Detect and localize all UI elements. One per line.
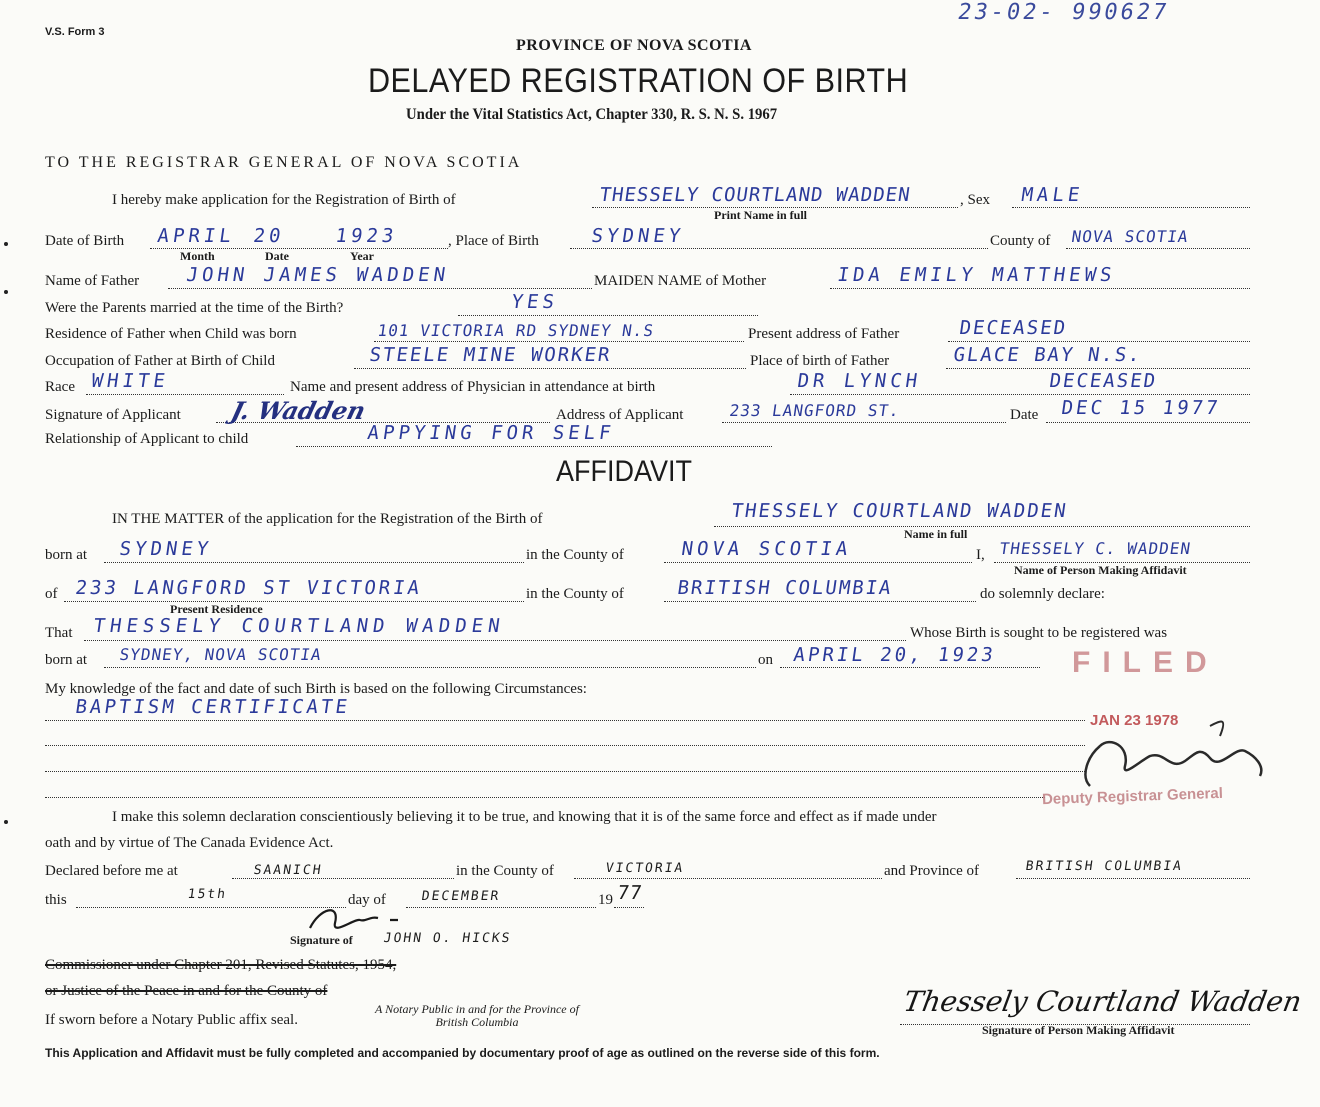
filed-stamp: FILED xyxy=(1072,646,1219,679)
commissioner-signature-label: Signature of xyxy=(290,933,353,947)
father-birthplace-line xyxy=(946,368,1250,369)
present-address-label: Present address of Father xyxy=(748,326,900,342)
occupation-value: STEELE MINE WORKER xyxy=(368,344,613,366)
present-address-line xyxy=(948,341,1250,342)
in-county-label: in the County of xyxy=(526,547,624,563)
sex-line xyxy=(1012,207,1250,208)
declared-at-value: SAANICH xyxy=(252,863,324,878)
reference-number: 23-02- 990627 xyxy=(955,0,1172,25)
child-name-value: THESSELY COURTLAND WADDEN xyxy=(598,184,913,206)
year-hint: Year xyxy=(350,249,374,263)
residence-county-value: BRITISH COLUMBIA xyxy=(676,577,895,599)
circumstances-line-1 xyxy=(45,720,1085,721)
day-of-label: day of xyxy=(348,892,386,908)
date-label: Date xyxy=(1010,407,1039,423)
pob-label: , Place of Birth xyxy=(448,233,539,249)
in-county-label: in the County of xyxy=(526,586,624,602)
circumstances-line-3 xyxy=(45,771,1085,772)
declared-province-value: BRITISH COLUMBIA xyxy=(1024,859,1184,874)
knowledge-label: My knowledge of the fact and date of such Birth is based on the following Circumstances: xyxy=(45,681,587,697)
physician-line xyxy=(790,394,1250,395)
month-hint: Month xyxy=(180,249,215,263)
relationship-line xyxy=(296,446,772,447)
of-label: of xyxy=(45,586,58,602)
sex-label: , Sex xyxy=(960,192,990,208)
solemn-declaration-line-2: oath and by virtue of The Canada Evidence Act. xyxy=(45,835,334,851)
commissioner-name: JOHN O. HICKS xyxy=(382,931,513,946)
registrar-role-stamp: Deputy Registrar General xyxy=(1041,784,1224,809)
race-label: Race xyxy=(45,379,75,395)
physician-address-value: DECEASED xyxy=(1048,370,1159,392)
date-line xyxy=(1046,422,1250,423)
that-name-value: THESSELY COURTLAND WADDEN xyxy=(92,615,507,637)
physician-value: DR LYNCH xyxy=(796,370,923,392)
that-label: That xyxy=(45,625,73,641)
born-at2-label: born at xyxy=(45,652,88,668)
applicant-address-label: Address of Applicant xyxy=(556,407,684,423)
declarant-signature: Thessely Courtland Wadden xyxy=(901,985,1305,1018)
mother-value: IDA EMILY MATTHEWS xyxy=(836,264,1117,286)
form-number: V.S. Form 3 xyxy=(45,26,105,38)
circumstances-line-4 xyxy=(45,797,1045,798)
county-value: NOVA SCOTIA xyxy=(1070,227,1190,246)
signature-label: Signature of Applicant xyxy=(45,407,181,423)
year-suffix-value: 77 xyxy=(616,882,644,904)
dob-label: Date of Birth xyxy=(45,233,125,249)
commissioner-line: Commissioner under Chapter 201, Revised Statutes, 1954, xyxy=(45,957,397,973)
on-line xyxy=(780,667,1040,668)
father-birthplace-value: GLACE BAY N.S. xyxy=(952,344,1144,366)
occupation-line xyxy=(354,368,746,369)
solemn-declaration-line-1: I make this solemn declaration conscientiously believing it to be true, and knowing that it is of the same force and effect as if made under xyxy=(112,809,937,825)
occupation-label: Occupation of Father at Birth of Child xyxy=(45,353,275,369)
footer-note: This Application and Affidavit must be fully completed and accompanied by documentary proof of age as outlined on the reverse side of this form. xyxy=(45,1046,880,1060)
father-label: Name of Father xyxy=(45,273,140,289)
i-label: I, xyxy=(976,547,985,563)
mother-label: MAIDEN NAME of Mother xyxy=(594,273,767,289)
page-subtitle: Under the Vital Statistics Act, Chapter 330, R. S. N. S. 1967 xyxy=(406,106,778,123)
county-label: County of xyxy=(990,233,1051,249)
residence-county-line xyxy=(664,601,976,602)
relationship-label: Relationship of Applicant to child xyxy=(45,431,249,447)
residence-label: Residence of Father when Child was born xyxy=(45,326,297,342)
married-line xyxy=(458,315,758,316)
affidavit-heading: AFFIDAVIT xyxy=(556,455,693,488)
sex-value: MALE xyxy=(1020,184,1085,206)
father-line xyxy=(168,288,592,289)
signature-scribble-icon xyxy=(1070,716,1270,796)
residence-line xyxy=(64,601,524,602)
dob-year: 1923 xyxy=(334,225,399,247)
born-at2-value: SYDNEY, NOVA SCOTIA xyxy=(118,645,323,664)
dob-date: 20 xyxy=(252,225,286,247)
year-line xyxy=(614,907,644,908)
filed-date-stamp: JAN 23 1978 xyxy=(1090,712,1179,729)
circumstances-value: BAPTISM CERTIFICATE xyxy=(74,696,352,718)
edge-mark xyxy=(4,242,8,246)
declared-label: Declared before me at xyxy=(45,863,178,879)
page-title: DELAYED REGISTRATION OF BIRTH xyxy=(368,62,909,100)
declarant-hint: Name of Person Making Affidavit xyxy=(1014,563,1187,577)
edge-mark xyxy=(4,290,8,294)
month-value: DECEMBER xyxy=(420,889,502,904)
born-at-label: born at xyxy=(45,547,88,563)
edge-mark xyxy=(4,820,8,824)
declared-province-line xyxy=(1016,878,1250,879)
registrar-address: TO THE REGISTRAR GENERAL OF NOVA SCOTIA xyxy=(45,154,523,171)
this-label: this xyxy=(45,892,67,908)
applicant-address-line xyxy=(722,422,1006,423)
married-value: YES xyxy=(510,291,560,313)
applicant-signature: J. Wadden xyxy=(228,396,369,425)
notary-seal-label: If sworn before a Notary Public affix seal. xyxy=(45,1012,298,1028)
date-value: DEC 15 1977 xyxy=(1060,397,1222,419)
present-address-value: DECEASED xyxy=(958,317,1069,339)
residence-value: 101 VICTORIA RD SYDNEY N.S xyxy=(376,321,656,340)
on-label: on xyxy=(758,652,773,668)
province-heading: PROVINCE OF NOVA SCOTIA xyxy=(516,37,752,54)
present-residence-hint: Present Residence xyxy=(170,602,263,616)
pob-value: SYDNEY xyxy=(590,225,686,247)
print-name-hint: Print Name in full xyxy=(714,208,807,222)
whose-birth-label: Whose Birth is sought to be registered was xyxy=(910,625,1168,641)
dob-month: APRIL xyxy=(156,225,237,247)
declared-county-value: VICTORIA xyxy=(604,861,686,876)
declare-label: do solemnly declare: xyxy=(980,586,1105,602)
born-at2-line xyxy=(104,667,756,668)
that-line xyxy=(84,640,906,641)
married-label: Were the Parents married at the time of the Birth? xyxy=(45,300,344,316)
born-at-value: SYDNEY xyxy=(118,538,214,560)
pob-line xyxy=(570,248,988,249)
father-value: JOHN JAMES WADDEN xyxy=(185,264,451,286)
race-line xyxy=(86,394,284,395)
father-birthplace-label: Place of birth of Father xyxy=(750,353,890,369)
year-prefix: 19 xyxy=(598,892,613,908)
affidavit-name-value: THESSELY COURTLAND WADDEN xyxy=(730,500,1070,522)
on-date-value: APRIL 20, 1923 xyxy=(792,644,998,666)
declarant-value: THESSELY C. WADDEN xyxy=(998,539,1193,558)
date-hint: Date xyxy=(265,249,289,263)
in-county2-label: in the County of xyxy=(456,863,554,879)
county-line xyxy=(664,562,972,563)
county-line xyxy=(1066,248,1250,249)
affidavit-residence-value: 233 LANGFORD ST VICTORIA xyxy=(74,577,424,599)
declarant-signature-label: Signature of Person Making Affidavit xyxy=(982,1023,1175,1037)
circumstances-line-2 xyxy=(45,745,1085,746)
born-at-line xyxy=(104,562,524,563)
province-label: and Province of xyxy=(884,863,979,879)
matter-label: IN THE MATTER of the application for the Registration of the Birth of xyxy=(112,511,543,527)
name-full-hint: Name in full xyxy=(904,527,968,541)
justice-line: or Justice of the Peace in and for the County of xyxy=(45,983,328,999)
applicant-address-value: 233 LANGFORD ST. xyxy=(728,401,902,420)
mother-line xyxy=(830,288,1250,289)
registrar-signature xyxy=(1070,716,1270,796)
relationship-value: APPYING FOR SELF xyxy=(366,422,617,444)
affidavit-county-value: NOVA SCOTIA xyxy=(680,538,853,560)
race-value: WHITE xyxy=(90,370,171,392)
day-value: 15th xyxy=(186,887,228,902)
physician-label: Name and present address of Physician in attendance at birth xyxy=(290,379,656,395)
matter-line xyxy=(714,526,1250,527)
notary-stamp: A Notary Public in and for the Province of British Columbia xyxy=(375,1002,579,1029)
child-name-label: I hereby make application for the Registration of Birth of xyxy=(112,192,456,208)
